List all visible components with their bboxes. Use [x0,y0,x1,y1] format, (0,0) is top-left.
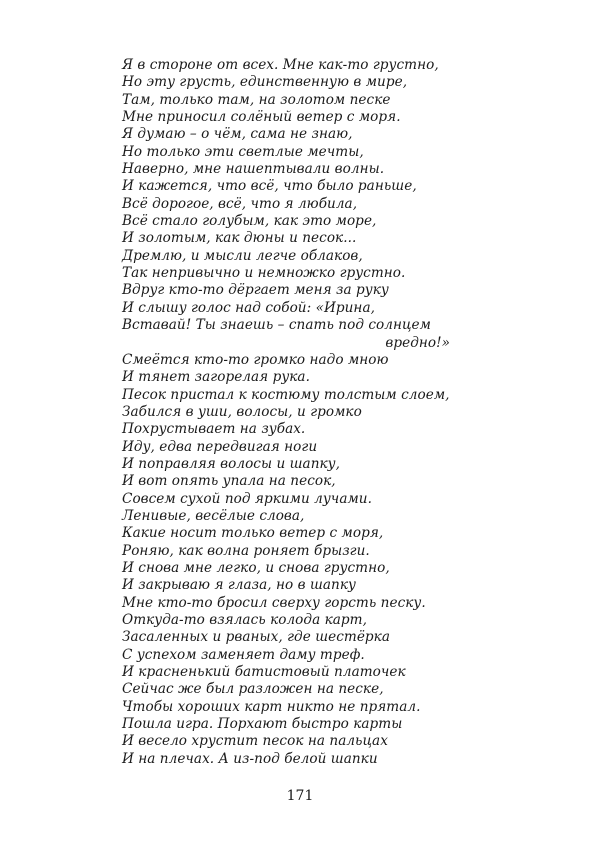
poem-line: Забился в уши, волосы, и громко [122,403,362,420]
poem-line: Ленивые, весёлые слова, [122,507,305,524]
poem-line: Но эту грусть, единственную в мире, [122,74,408,91]
poem-line: Вдруг кто-то дёргает меня за руку [122,282,389,299]
poem-line: Откуда-то взялась колода карт, [122,612,367,628]
poem-line: Там, только там, на золотом песке [122,91,391,108]
poem-line: И закрываю я глаза, но в шапку [122,577,356,594]
poem-line: И вот опять упала на песок, [122,473,336,490]
poem-line: И тянет загорелая рука. [122,369,310,386]
poem-line: Вставай! Ты знаешь – спать под солнцем [122,317,431,334]
poem-line-overflow: вредно!» [385,334,450,351]
poem-line: Дремлю, и мысли легче облаков, [122,247,363,264]
poem-line: И снова мне легко, и снова грустно, [122,559,390,576]
poem-line: Всё стало голубым, как это море, [122,213,377,230]
poem-line: Засаленных и рваных, где шестёрка [122,629,390,646]
poem-line: И кажется, что всё, что было раньше, [122,178,417,195]
poem-line: Но только эти светлые мечты, [122,143,364,160]
poem-line: И поправляя волосы и шапку, [122,455,340,472]
poem-line: Всё дорогое, всё, что я любила, [122,195,358,212]
poem-line: С успехом заменяет даму треф. [122,646,365,663]
poem-line: Смеётся кто-то громко надо мною [122,351,389,368]
poem-line: Так непривычно и немножко грустно. [122,265,406,282]
poem-line: Чтобы хороших карт никто не прятал. [122,698,421,715]
poem-line: Я в стороне от всех. Мне как-то грустно, [122,57,439,73]
poem-line: И красненький батистовый платочек [122,664,406,681]
page-number: 171 [286,788,314,804]
poem-line: Мне кто-то бросил сверху горсть песку. [122,594,426,611]
poem-line: Мне приносил солёный ветер с моря. [122,109,401,126]
poem-line: Похрустывает на зубах. [122,421,306,438]
poem-line: И золотым, как дюны и песок... [122,230,357,247]
poem-line: Сейчас же был разложен на песке, [122,681,384,698]
poem-line: Наверно, мне нашептывали волны. [122,161,385,178]
poem-line: Роняю, как волна роняет брызги. [122,542,370,559]
poem-line: Я думаю – о чём, сама не знаю, [122,126,353,143]
poem-line: Пошла игра. Порхают быстро карты [122,716,403,733]
poem-line: Песок пристал к костюму толстым слоем, [122,386,450,403]
poem-line: И слышу голос над собой: «Ирина, [122,299,375,316]
poem-line: Иду, едва передвигая ноги [122,438,318,455]
poem [122,57,462,768]
poem-line: Какие носит только ветер с моря, [122,525,384,542]
poem-line: И на плечах. А из-под белой шапки [122,750,378,767]
poem-line: И весело хрустит песок на пальцах [122,733,388,750]
poem-line: Совсем сухой под яркими лучами. [122,490,372,507]
